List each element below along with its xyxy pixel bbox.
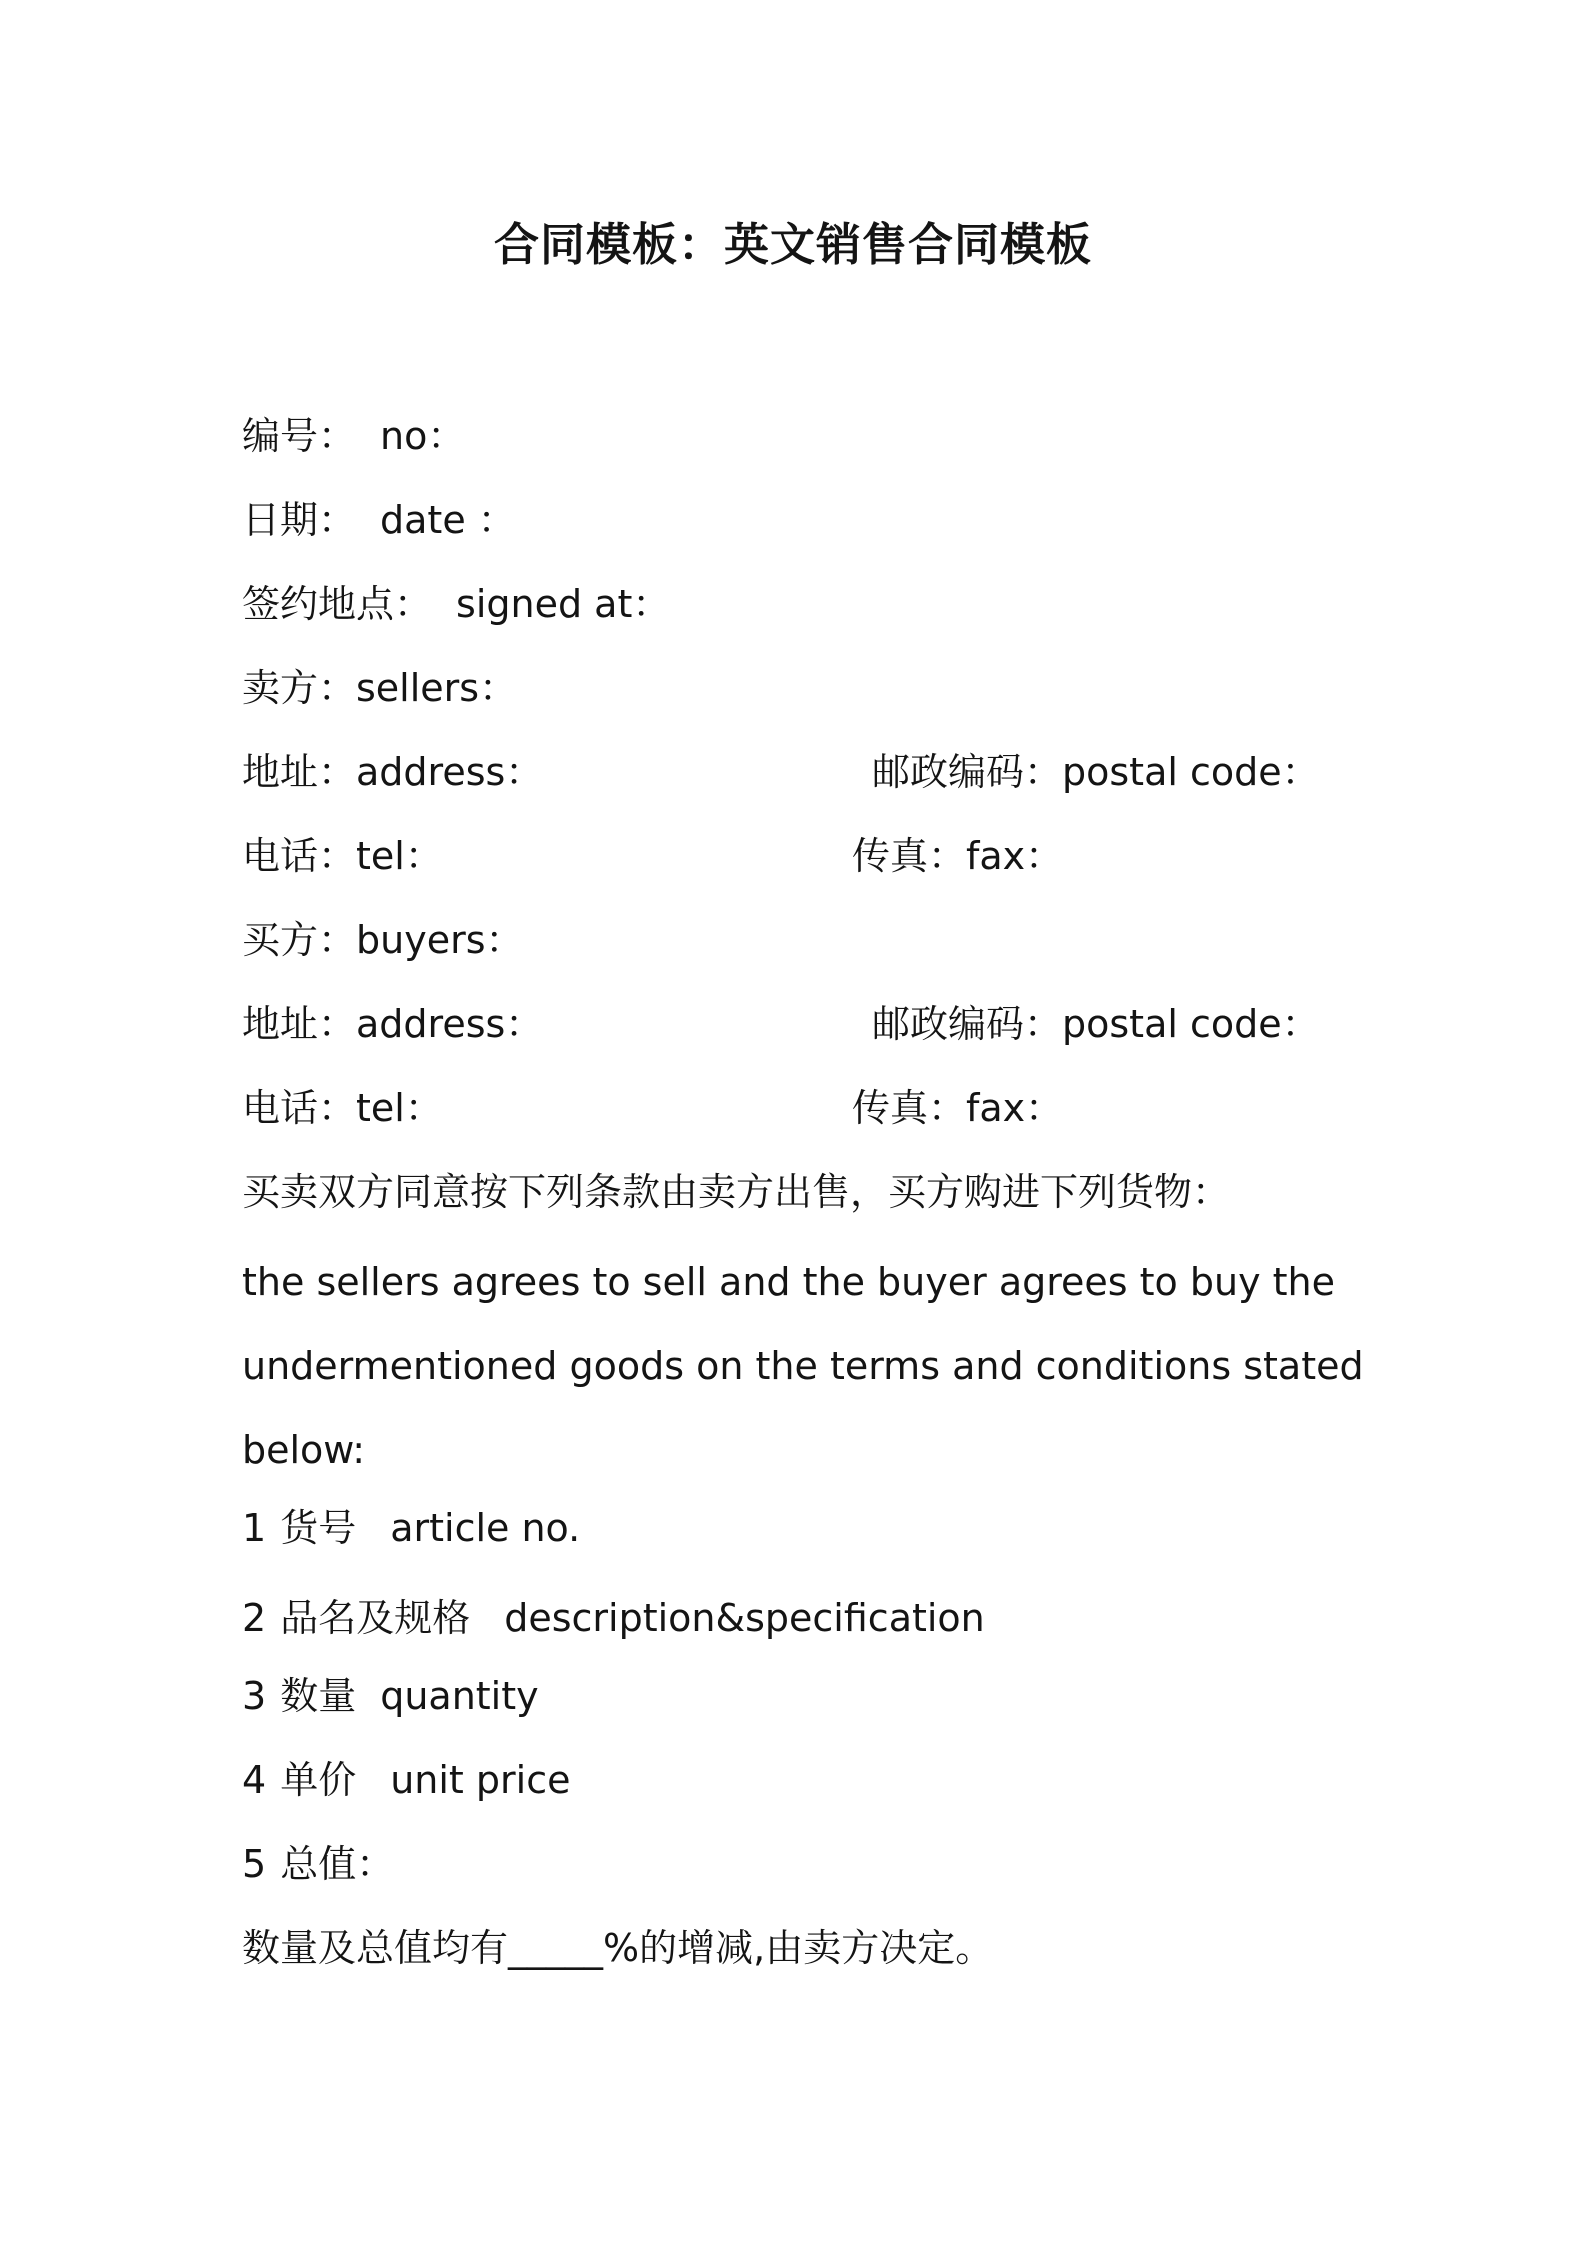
signing-place-label-cn: 签约地点：	[242, 582, 433, 626]
item-label-en: quantity	[380, 1674, 539, 1718]
contract-date-label-cn: 日期：	[242, 498, 357, 542]
item-label-cn: 数量	[280, 1674, 357, 1718]
document-title: 合同模板：英文销售合同模板	[493, 218, 1092, 271]
seller-tel-label: 电话：tel：	[242, 834, 443, 878]
item-number: 2	[242, 1596, 267, 1640]
seller-label: 卖方：sellers：	[242, 666, 518, 710]
buyer-fax-label: 传真：fax：	[852, 1086, 1064, 1130]
agreement-text-en-line-1: the sellers agrees to sell and the buyer agrees to buy the	[242, 1260, 1336, 1304]
item-description-specification	[242, 1592, 985, 1644]
item-label-en: article no.	[390, 1506, 581, 1550]
agreement-text-en-line-2: undermentioned goods on the terms and conditions stated	[242, 1344, 1364, 1388]
item-article-number	[242, 1502, 580, 1554]
seller-postal-code-label: 邮政编码：postal code：	[872, 750, 1320, 794]
contract-number-field	[242, 410, 465, 462]
contract-date-field	[242, 494, 516, 546]
tolerance-note: 数量及总值均有_____%的增减,由卖方决定。	[242, 1926, 994, 1970]
contract-number-label-cn: 编号：	[242, 414, 357, 458]
item-number: 1	[242, 1506, 267, 1550]
buyer-tel-label: 电话：tel：	[242, 1086, 443, 1130]
contract-date-label-en: date ：	[380, 498, 516, 542]
item-unit-price	[242, 1754, 570, 1806]
seller-fax-label: 传真：fax：	[852, 834, 1064, 878]
item-total-value	[242, 1838, 394, 1890]
buyer-postal-code-label: 邮政编码：postal code：	[872, 1002, 1320, 1046]
item-label-cn: 货号	[280, 1506, 357, 1550]
seller-address-label: 地址：address：	[242, 750, 544, 794]
item-quantity	[242, 1670, 539, 1722]
agreement-text-cn: 买卖双方同意按下列条款由卖方出售，买方购进下列货物：	[242, 1170, 1231, 1214]
item-label-cn: 总值：	[280, 1842, 395, 1886]
item-label-en: unit price	[390, 1758, 571, 1802]
item-number: 5	[242, 1842, 267, 1886]
item-number: 3	[242, 1674, 267, 1718]
item-label-cn: 单价	[280, 1758, 357, 1802]
item-number: 4	[242, 1758, 267, 1802]
contract-number-label-en: no：	[380, 414, 466, 458]
item-label-cn: 品名及规格	[280, 1596, 471, 1640]
signing-place-label-en: signed at：	[456, 582, 671, 626]
signing-place-field	[242, 578, 670, 630]
item-label-en: description&specification	[504, 1596, 985, 1640]
agreement-text-en-line-3: below:	[242, 1428, 366, 1472]
buyer-label: 买方：buyers：	[242, 918, 524, 962]
buyer-address-label: 地址：address：	[242, 1002, 544, 1046]
